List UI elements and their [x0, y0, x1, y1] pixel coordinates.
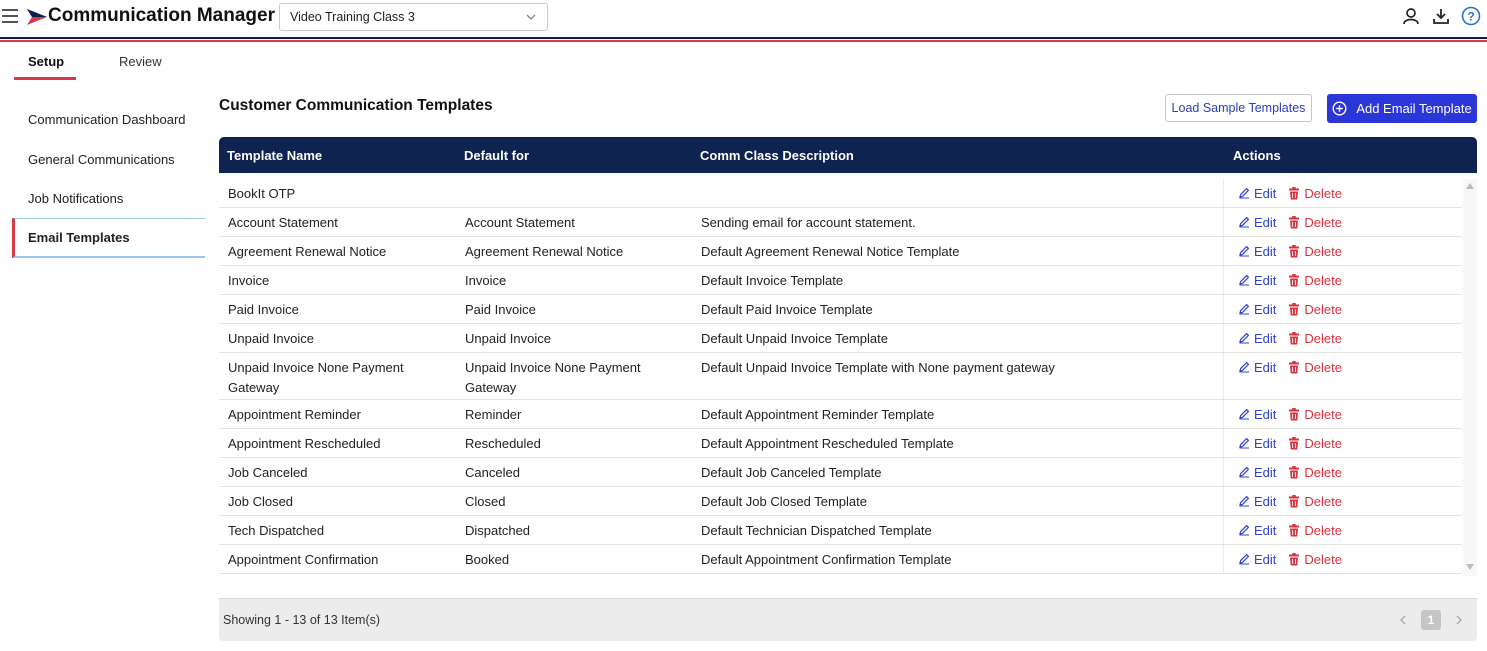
- table-row[interactable]: [219, 458, 1462, 487]
- template-name-cell: Tech Dispatched: [228, 523, 325, 538]
- sidebar-item-label: Communication Dashboard: [28, 111, 186, 127]
- active-tab-indicator: [14, 77, 76, 80]
- trash-icon: [1288, 213, 1300, 235]
- delete-label: Delete: [1304, 273, 1342, 288]
- description-cell: Default Unpaid Invoice Template: [701, 331, 888, 346]
- sidebar-item-label: Job Notifications: [28, 190, 124, 206]
- edit-icon: [1238, 300, 1250, 321]
- page-number-button[interactable]: 1: [1421, 610, 1441, 630]
- edit-icon: [1238, 358, 1250, 379]
- trash-icon: [1288, 434, 1300, 456]
- trash-icon: [1288, 405, 1300, 427]
- edit-button[interactable]: [1238, 463, 1276, 486]
- delete-button[interactable]: [1288, 300, 1342, 323]
- delete-label: Delete: [1304, 436, 1342, 451]
- edit-label: Edit: [1254, 465, 1277, 480]
- actions-cell: [1223, 400, 1342, 428]
- description-cell: Default Unpaid Invoice Template with None payment gateway: [701, 360, 1055, 375]
- edit-label: Edit: [1254, 494, 1277, 509]
- edit-icon: [1238, 492, 1250, 513]
- template-name-cell: Agreement Renewal Notice: [228, 244, 387, 259]
- description-cell: Default Appointment Reminder Template: [701, 407, 935, 422]
- edit-button[interactable]: [1238, 492, 1276, 515]
- download-icon[interactable]: [1431, 6, 1451, 26]
- table-row[interactable]: [219, 237, 1462, 266]
- sidebar-item-communication-dashboard[interactable]: [12, 100, 205, 138]
- actions-cell: [1223, 237, 1342, 265]
- template-name-cell: Unpaid Invoice None Payment Gateway: [228, 360, 404, 395]
- actions-cell: [1223, 295, 1342, 323]
- add-email-template-label: Add Email Template: [1356, 101, 1472, 116]
- top-bar: [0, 0, 1487, 36]
- description-cell: Default Job Closed Template: [701, 494, 867, 509]
- menu-icon[interactable]: [2, 9, 18, 23]
- trash-icon: [1288, 521, 1300, 543]
- description-cell: Default Appointment Confirmation Template: [701, 552, 952, 567]
- edit-button[interactable]: [1238, 271, 1276, 294]
- default-for-cell: Booked: [465, 552, 510, 567]
- logo-icon: [27, 9, 47, 25]
- template-name-cell: Unpaid Invoice: [228, 331, 314, 346]
- delete-button[interactable]: [1288, 271, 1342, 294]
- actions-cell: [1223, 324, 1342, 352]
- actions-cell: [1223, 179, 1342, 207]
- edit-icon: [1238, 463, 1250, 484]
- header-stripe-red: [0, 40, 1487, 42]
- column-header-template-name[interactable]: Template Name: [227, 148, 323, 163]
- edit-icon: [1238, 271, 1250, 292]
- edit-label: Edit: [1254, 407, 1277, 422]
- template-name-cell: Appointment Reminder: [228, 407, 361, 422]
- trash-icon: [1288, 271, 1300, 293]
- edit-button[interactable]: [1238, 300, 1276, 323]
- sidebar-item-job-notifications[interactable]: [12, 179, 205, 217]
- default-for-cell: Paid Invoice: [465, 302, 536, 317]
- edit-button[interactable]: [1238, 184, 1276, 207]
- edit-label: Edit: [1254, 186, 1277, 201]
- edit-button[interactable]: [1238, 434, 1276, 457]
- table-row[interactable]: [219, 516, 1462, 545]
- user-icon[interactable]: [1401, 6, 1421, 26]
- edit-icon: [1238, 242, 1250, 263]
- description-cell: Default Technician Dispatched Template: [701, 523, 932, 538]
- next-page-icon[interactable]: [1451, 612, 1467, 628]
- delete-label: Delete: [1304, 465, 1342, 480]
- actions-cell: [1223, 487, 1342, 515]
- description-cell: Default Invoice Template: [701, 273, 844, 288]
- edit-label: Edit: [1254, 302, 1277, 317]
- default-for-cell: Account Statement: [465, 215, 575, 230]
- grid-body: [219, 179, 1462, 574]
- delete-label: Delete: [1304, 552, 1342, 567]
- item-count-text: Showing 1 - 13 of 13 Item(s): [223, 613, 381, 627]
- delete-button[interactable]: [1288, 550, 1342, 573]
- description-cell: Default Appointment Rescheduled Template: [701, 436, 954, 451]
- sidebar-item-general-communications[interactable]: [12, 140, 205, 178]
- template-name-cell: Paid Invoice: [228, 302, 299, 317]
- actions-cell: [1223, 545, 1342, 573]
- sidebar-item-email-templates[interactable]: [12, 218, 205, 258]
- edit-label: Edit: [1254, 436, 1277, 451]
- delete-button[interactable]: [1288, 358, 1342, 399]
- edit-button[interactable]: [1238, 242, 1276, 265]
- delete-label: Delete: [1304, 186, 1342, 201]
- edit-label: Edit: [1254, 215, 1277, 230]
- default-for-cell: Invoice: [465, 273, 507, 288]
- plus-circle-icon: [1332, 101, 1347, 116]
- description-cell: Default Agreement Renewal Notice Template: [701, 244, 960, 259]
- trash-icon: [1288, 184, 1300, 206]
- actions-cell: [1223, 516, 1342, 544]
- trash-icon: [1288, 463, 1300, 485]
- delete-label: Delete: [1304, 215, 1342, 230]
- edit-icon: [1238, 329, 1250, 350]
- template-name-cell: Appointment Rescheduled: [228, 436, 381, 451]
- table-row[interactable]: [219, 266, 1462, 295]
- description-cell: Default Job Canceled Template: [701, 465, 882, 480]
- default-for-cell: Dispatched: [465, 523, 531, 538]
- column-header-default-for[interactable]: Default for: [464, 148, 529, 163]
- edit-label: Edit: [1254, 523, 1277, 538]
- table-row[interactable]: [219, 353, 1462, 400]
- default-for-cell: Agreement Renewal Notice: [465, 244, 624, 259]
- grid-footer: [219, 598, 1477, 641]
- edit-button[interactable]: [1238, 550, 1276, 573]
- delete-label: Delete: [1304, 360, 1342, 375]
- edit-label: Edit: [1254, 360, 1277, 375]
- default-for-cell: Unpaid Invoice None Payment Gateway: [465, 360, 641, 395]
- delete-button[interactable]: [1288, 184, 1342, 207]
- trash-icon: [1288, 358, 1300, 380]
- edit-icon: [1238, 184, 1250, 205]
- actions-cell: [1223, 429, 1342, 457]
- delete-label: Delete: [1304, 302, 1342, 317]
- scroll-up-icon[interactable]: [1464, 180, 1476, 192]
- trash-icon: [1288, 300, 1300, 322]
- edit-label: Edit: [1254, 331, 1277, 346]
- table-row[interactable]: [219, 545, 1462, 574]
- tab-review[interactable]: Review: [119, 54, 162, 69]
- scroll-down-icon[interactable]: [1464, 561, 1476, 573]
- table-row[interactable]: [219, 179, 1462, 208]
- template-name-cell: BookIt OTP: [228, 186, 296, 201]
- delete-button[interactable]: [1288, 213, 1342, 236]
- class-select[interactable]: [279, 3, 548, 31]
- table-row[interactable]: [219, 487, 1462, 516]
- template-name-cell: Job Closed: [228, 494, 294, 509]
- chevron-down-icon: [525, 11, 537, 23]
- grid-header: [219, 137, 1477, 173]
- grid-scrollbar[interactable]: [1463, 179, 1477, 576]
- delete-button[interactable]: [1288, 242, 1342, 265]
- edit-button[interactable]: [1238, 329, 1276, 352]
- add-email-template-button[interactable]: [1327, 94, 1477, 123]
- template-name-cell: Invoice: [228, 273, 270, 288]
- sidebar-item-label: Email Templates: [28, 230, 130, 245]
- description-cell: Default Paid Invoice Template: [701, 302, 873, 317]
- prev-page-icon[interactable]: [1395, 612, 1411, 628]
- delete-button[interactable]: [1288, 405, 1342, 428]
- delete-button[interactable]: [1288, 521, 1342, 544]
- delete-button[interactable]: [1288, 492, 1342, 515]
- column-header-comm-class-description[interactable]: Comm Class Description: [700, 148, 854, 163]
- help-icon[interactable]: [1461, 6, 1481, 26]
- tab-setup[interactable]: Setup: [28, 54, 65, 69]
- table-row[interactable]: [219, 400, 1462, 429]
- pager: [1395, 610, 1467, 630]
- delete-label: Delete: [1304, 494, 1342, 509]
- trash-icon: [1288, 242, 1300, 264]
- header-stripe-navy: [0, 37, 1487, 39]
- edit-button[interactable]: [1238, 521, 1276, 544]
- edit-label: Edit: [1254, 244, 1277, 259]
- actions-cell: [1223, 208, 1342, 236]
- trash-icon: [1288, 329, 1300, 351]
- actions-cell: [1223, 353, 1342, 399]
- delete-label: Delete: [1304, 244, 1342, 259]
- table-row[interactable]: [219, 295, 1462, 324]
- edit-icon: [1238, 405, 1250, 426]
- delete-button[interactable]: [1288, 329, 1342, 352]
- template-name-cell: Appointment Confirmation: [228, 552, 379, 567]
- app-title: Communication Manager: [48, 5, 275, 26]
- edit-icon: [1238, 434, 1250, 455]
- sidebar-item-label: General Communications: [28, 151, 175, 167]
- edit-button[interactable]: [1238, 358, 1276, 399]
- default-for-cell: Canceled: [465, 465, 520, 480]
- default-for-cell: Rescheduled: [465, 436, 541, 451]
- column-header-actions: Actions: [1233, 148, 1281, 163]
- delete-label: Delete: [1304, 407, 1342, 422]
- page-title: Customer Communication Templates: [219, 97, 493, 114]
- table-row[interactable]: [219, 429, 1462, 458]
- delete-label: Delete: [1304, 523, 1342, 538]
- actions-cell: [1223, 458, 1342, 486]
- default-for-cell: Closed: [465, 494, 506, 509]
- edit-icon: [1238, 550, 1250, 571]
- description-cell: Sending email for account statement.: [701, 215, 916, 230]
- edit-button[interactable]: [1238, 405, 1276, 428]
- delete-label: Delete: [1304, 331, 1342, 346]
- delete-button[interactable]: [1288, 463, 1342, 486]
- template-name-cell: Job Canceled: [228, 465, 308, 480]
- edit-button[interactable]: [1238, 213, 1276, 236]
- table-row[interactable]: [219, 324, 1462, 353]
- template-name-cell: Account Statement: [228, 215, 338, 230]
- trash-icon: [1288, 492, 1300, 514]
- actions-cell: [1223, 266, 1342, 294]
- load-sample-templates-button[interactable]: Load Sample Templates: [1165, 94, 1312, 122]
- edit-label: Edit: [1254, 273, 1277, 288]
- table-row[interactable]: [219, 208, 1462, 237]
- class-select-value: Video Training Class 3: [290, 10, 415, 24]
- svg-text:?: ?: [1467, 9, 1475, 24]
- edit-icon: [1238, 521, 1250, 542]
- default-for-cell: Reminder: [465, 407, 522, 422]
- trash-icon: [1288, 550, 1300, 572]
- delete-button[interactable]: [1288, 434, 1342, 457]
- default-for-cell: Unpaid Invoice: [465, 331, 551, 346]
- edit-icon: [1238, 213, 1250, 234]
- edit-label: Edit: [1254, 552, 1277, 567]
